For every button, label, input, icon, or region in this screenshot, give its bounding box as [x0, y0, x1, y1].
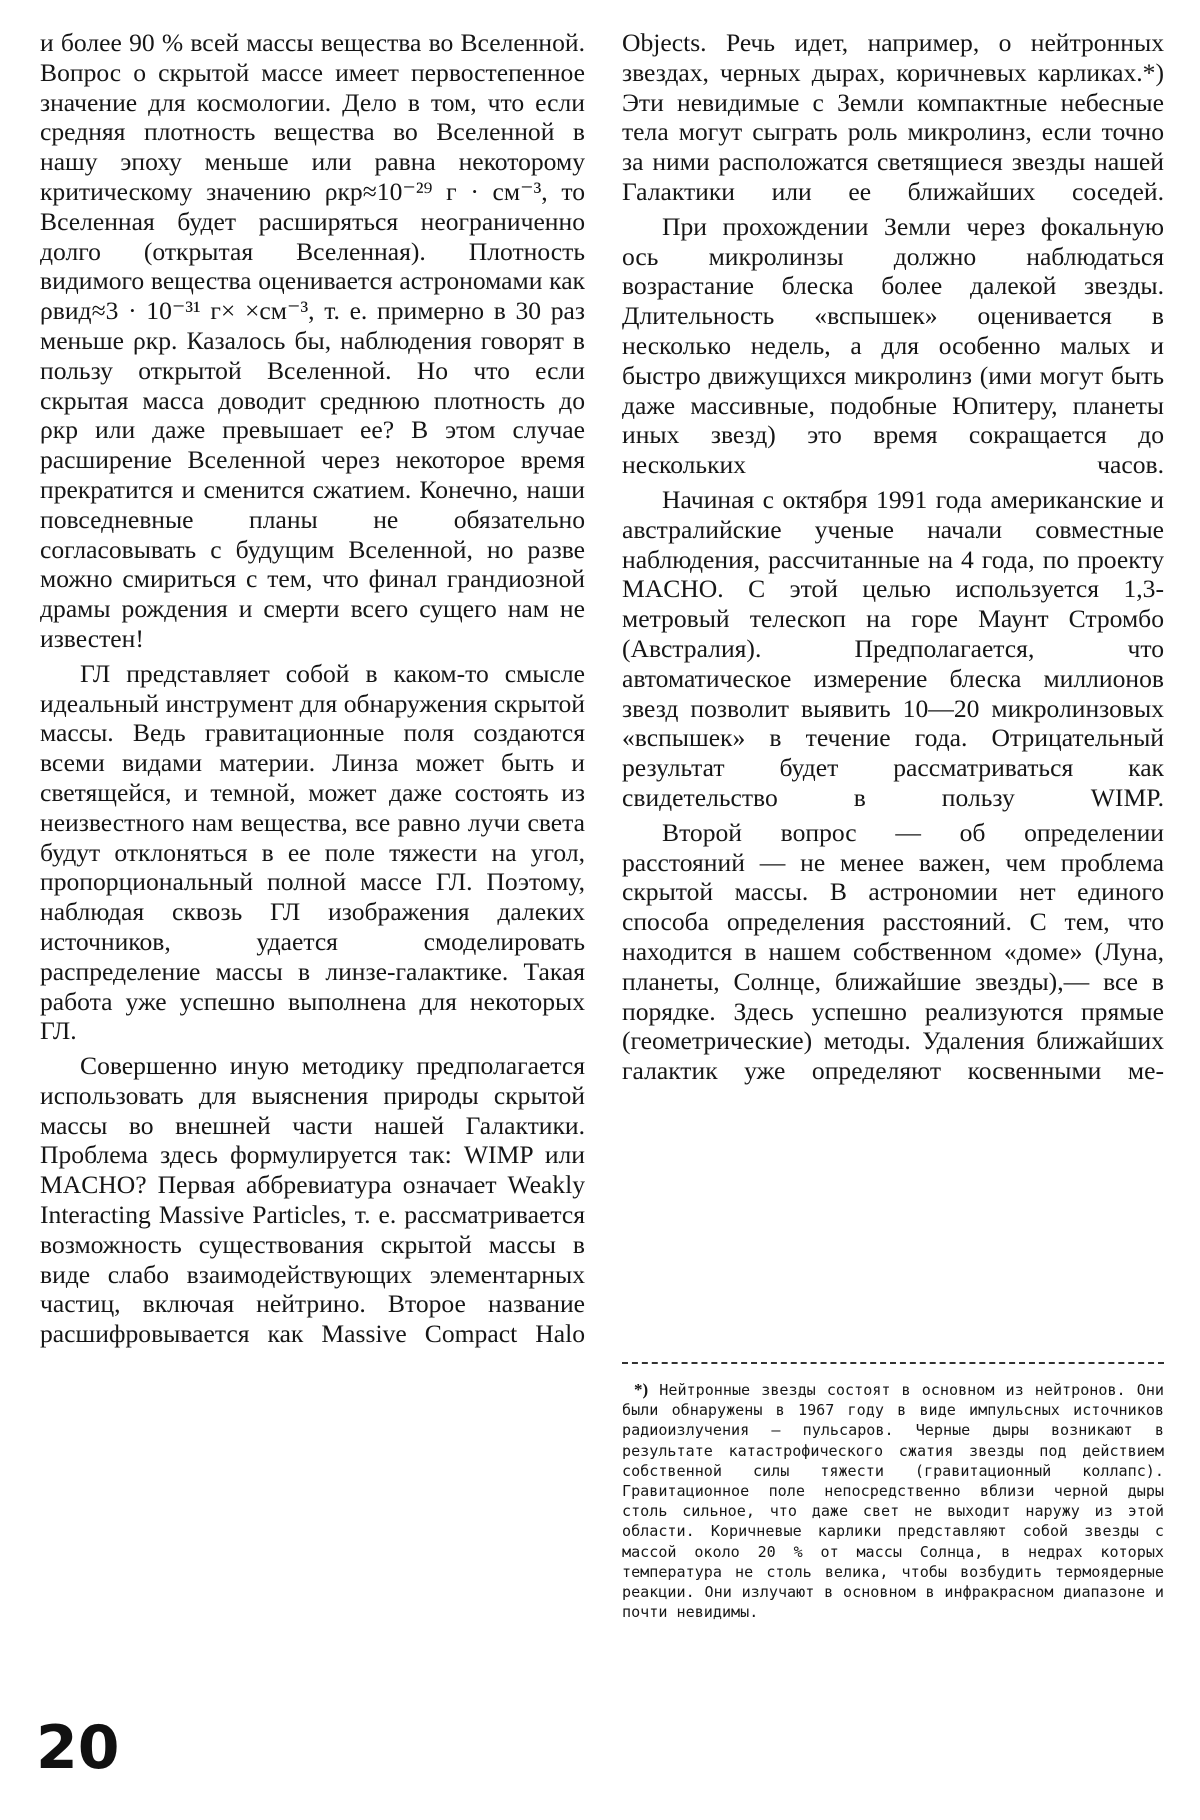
footnote-text: Нейтронные звезды состоят в основном из нейтронов. Они были обнаружены в 1967 году в виде импульсных источников радиоизлучения — пульсаров. Черные дыры возникают в результате катастрофического сжатия звезды под действием собственной силы тяжести (гравитационный коллапс). Гравитационное поле непосредственно вблизи черной дыры столь сильное, что даже свет не выходит наружу из этой области. Коричневые карлики представляют собой звезды с массой около 20 % от массы Солнца, в недрах которых температура не столь велика, чтобы возбудить термоядерные реакции. Они излучают в основном в инфракрасном диапазоне и почти невидимы.: [622, 1381, 1164, 1622]
right-column: [622, 28, 1164, 1086]
footnote-mark: *): [634, 1380, 649, 1399]
paragraph-microlens-flashes: При прохождении Земли через фокальную ось микролинзы должно наблюдаться возрастание блеска более далекой звезды. Длительность «вспышек» оценивается в несколько недель, а для особенно малых и быстро движущихся микролинз (ими могут быть даже массивные, подобные Юпитеру, планеты иных звезд) это время сокращается до нескольких часов.: [622, 211, 1164, 480]
paragraph-distance-determination: Второй вопрос — об определении расстояний — не менее важен, чем проблема скрытой массы. В астрономии нет единого способа определения расстояний. С тем, что находится в нашем собственном «доме» (Луна, планеты, Солнце, ближайшие звезды),— все в порядке. Здесь успешно реализуются прямые (геометрические) методы. Удаления ближайших галактик уже определяют косвенными ме-: [622, 817, 1164, 1086]
paragraph-wimp-macho: Совершенно иную методику предполагается использовать для выяснения природы скрытой массы во внешней части нашей Галактики. Проблема здесь формулируется так: WIMP или MACHO? Первая аббревиатура означает Weakly Interacting Massive Particles, т. е. рассматривается возможность существования скрытой массы в виде слабо взаимодействующих элементарных частиц, включая нейтрино. Второе название расшифровывается как Massive Compact Halo: [40, 1051, 585, 1349]
paragraph-macho-project: Начиная с октября 1991 года американские и австралийские ученые начали совместные наблюдения, рассчитанные на 4 года, по проекту MACHO. С этой целью используется 1,3-метровый телескоп на горе Маунт Стромбо (Австралия). Предполагается, что автоматическое измерение блеска миллионов звезд позволит выявить 10—20 микролинзовых «вспышек» в течение года. Отрицательный результат будет рассматриваться как свидетельство в пользу WIMP.: [622, 484, 1164, 812]
paragraph-hidden-mass: и более 90 % всей массы вещества во Вселенной. Вопрос о скрытой массе имеет первостепенное значение для космологии. Дело в том, что если средняя плотность вещества во Вселенной в нашу эпоху меньше или равна некоторому критическому значению ρкр≈10⁻²⁹ г · см⁻³, то Вселенная будет расширяться неограниченно долго (открытая Вселенная). Плотность видимого вещества оценивается астрономами как ρвид≈3 · 10⁻³¹ г× ×см⁻³, т. е. примерно в 30 раз меньше ρкр. Казалось бы, наблюдения говорят в пользу открытой Вселенной. Но что если скрытая масса доводит среднюю плотность до ρкр или даже превышает ее? В этом случае расширение Вселенной через некоторое время прекратится и сменится сжатием. Конечно, наши повседневные планы не обязательно согласовывать с будущим Вселенной, но разве можно смириться с тем, что финал грандиозной драмы рождения и смерти всего сущего нам не известен!: [40, 28, 585, 653]
paragraph-compact-objects: Objects. Речь идет, например, о нейтронных звездах, черных дырах, коричневых карликах.*) Эти невидимые с Земли компактные небесные тела могут сыграть роль микролинз, если точно за ними расположатся светящиеся звезды нашей Галактики или ее ближайших соседей.: [622, 28, 1164, 206]
footnote: [622, 1380, 1164, 1622]
footnote-divider: [622, 1362, 1164, 1366]
paragraph-gravitational-lens-tool: ГЛ представляет собой в каком-то смысле идеальный инструмент для обнаружения скрытой массы. Ведь гравитационные поля создаются всеми видами материи. Линза может быть и светящейся, и темной, может даже состоять из неизвестного нам вещества, все равно лучи света будут отклоняться в ее поле тяжести на угол, пропорциональный полной массе ГЛ. Поэтому, наблюдая сквозь ГЛ изображения далеких источников, удается смоделировать распределение массы в линзе-галактике. Такая работа уже успешно выполнена для некоторых ГЛ.: [40, 658, 585, 1046]
left-column: [40, 28, 585, 1349]
page-number: 20: [36, 1713, 120, 1783]
